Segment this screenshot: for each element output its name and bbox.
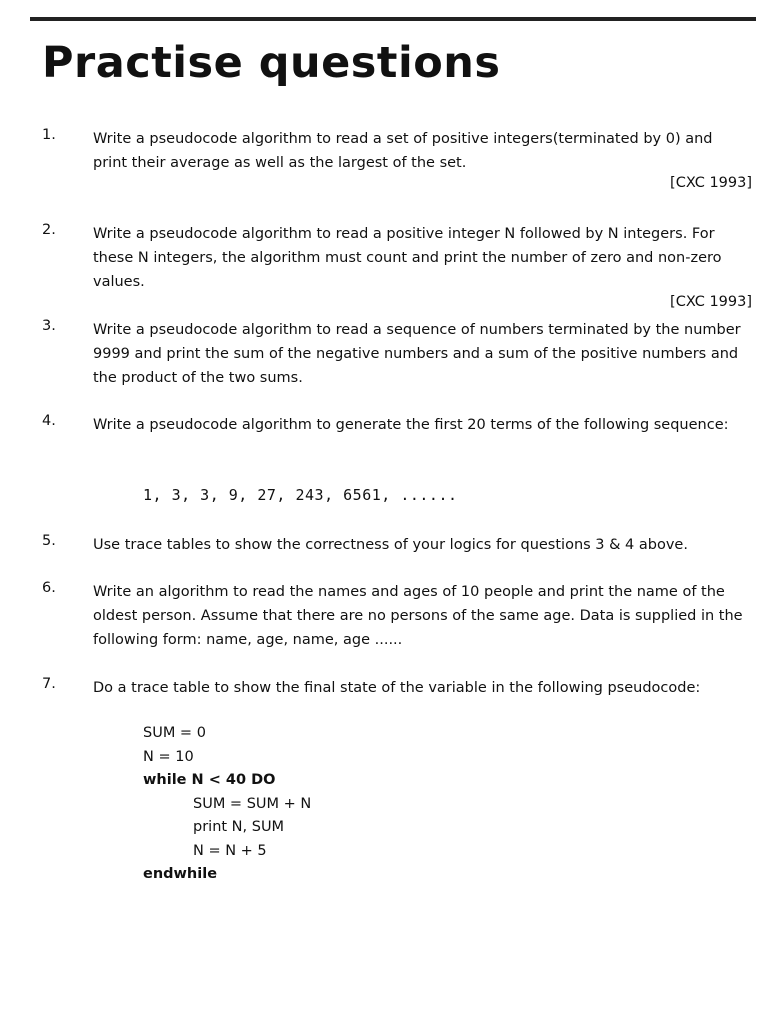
code-line: SUM = 0 — [143, 725, 206, 741]
code-line: print N, SUM — [193, 819, 285, 835]
question-text: Write a pseudocode algorithm to generate the first 20 terms of the following sequence: — [93, 417, 729, 433]
code-line: N = 10 — [143, 748, 194, 765]
question-text: Write a pseudocode algorithm to read a sequence of numbers terminated by the number 9999 and print the sum of the negative numbers and a sum of the positive numbers and the product of the two sums. — [93, 322, 741, 386]
question-number: 4. — [42, 413, 56, 429]
question-citation: [CXC 1993] — [670, 175, 752, 191]
question-text: Write an algorithm to read the names and ages of 10 people and print the name of the oldest person. Assume that there are no persons of the same age. Data is supplied in the following form: name, age, name, age ...... — [93, 584, 743, 648]
pseudocode-block — [143, 722, 311, 887]
question-text: Use trace tables to show the correctness of your logics for questions 3 & 4 above. — [93, 537, 688, 553]
question-number: 7. — [42, 676, 56, 692]
question-number: 1. — [42, 127, 56, 143]
code-line: while N < 40 DO — [143, 772, 276, 788]
sequence: 1, 3, 3, 9, 27, 243, 6561, ...... — [143, 486, 458, 504]
question-number: 5. — [42, 533, 56, 549]
question-text: Write a pseudocode algorithm to read a positive integer N followed by N integers. For these N integers, the algorithm must count and print the number of zero and non-zero values. — [93, 226, 722, 290]
code-line: N = N + 5 — [193, 842, 267, 859]
question-number: 2. — [42, 222, 56, 238]
question-number: 6. — [42, 580, 56, 596]
top-rule — [30, 17, 756, 21]
question-citation: [CXC 1993] — [670, 294, 752, 310]
question-text: Write a pseudocode algorithm to read a set of positive integers(terminated by 0) and print their average as well as the largest of the set. — [93, 131, 713, 171]
page-title: Practise questions — [42, 38, 501, 88]
code-line: endwhile — [143, 866, 218, 882]
code-line: SUM = SUM + N — [193, 795, 312, 812]
question-number: 3. — [42, 318, 56, 334]
question-text: Do a trace table to show the final state of the variable in the following pseudocode: — [93, 680, 701, 696]
